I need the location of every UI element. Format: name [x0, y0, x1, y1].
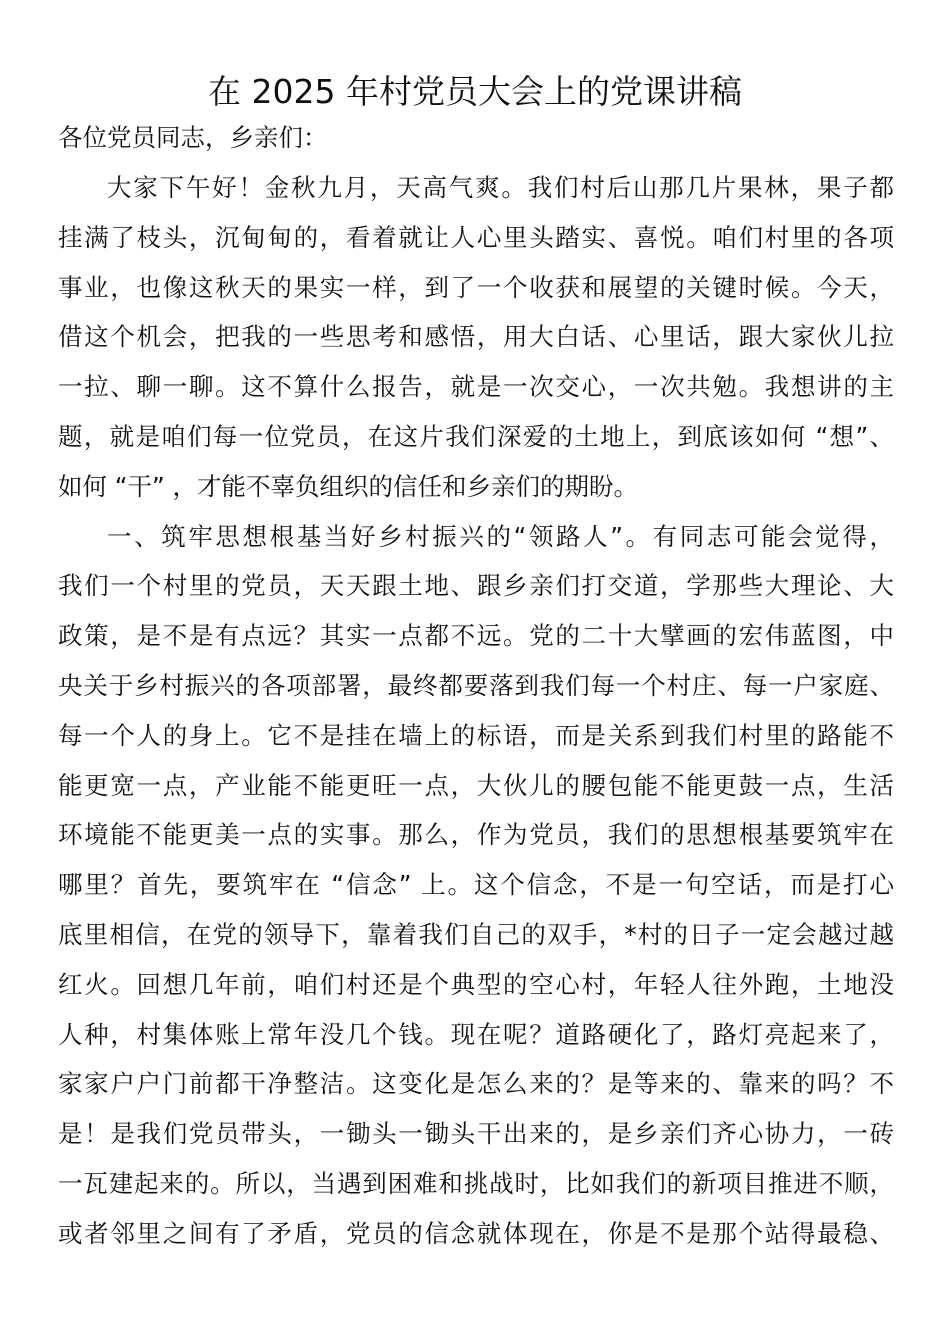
section-heading-line: 一、筑牢思想根基当好乡村振兴的“领路人”。有同志可能会觉得，: [107, 521, 894, 551]
text-line: 政策，是不是有点远？其实一点都不远。党的二十大擘画的宏伟蓝图，中: [58, 621, 894, 651]
text-line: 是！是我们党员带头，一锄头一锄头干出来的，是乡亲们齐心协力，一砖: [58, 1119, 894, 1149]
text-line: 能更宽一点，产业能不能更旺一点，大伙儿的腰包能不能更鼓一点，生活: [58, 770, 894, 800]
text-line: 红火。回想几年前，咱们村还是个典型的空心村，年轻人往外跑，土地没: [58, 969, 894, 999]
text-line: 央关于乡村振兴的各项部署，最终都要落到我们每一个村庄、每一户家庭、: [58, 670, 894, 700]
text-line: 家家户户门前都干净整洁。这变化是怎么来的？是等来的、靠来的吗？不: [58, 1069, 894, 1099]
document-title: 在 2025 年村党员大会上的党课讲稿: [208, 72, 742, 111]
body-text: [58, 168, 894, 1264]
text-line: 借这个机会，把我的一些思考和感悟，用大白话、心里话，跟大家伙儿拉: [58, 322, 894, 352]
text-line: 大家下午好！金秋九月，天高气爽。我们村后山那几片果林，果子都: [107, 173, 894, 202]
text-line: 底里相信，在党的领导下，靠着我们自己的双手，*村的日子一定会越过越: [58, 919, 894, 949]
text-line: 事业，也像这秋天的果实一样，到了一个收获和展望的关键时候。今天，: [58, 272, 894, 302]
text-line: 每一个人的身上。它不是挂在墙上的标语，而是关系到我们村里的路能不: [58, 720, 894, 750]
text-line: 环境能不能更美一点的实事。那么，作为党员，我们的思想根基要筑牢在: [58, 820, 894, 850]
text-line: 挂满了枝头，沉甸甸的，看着就让人心里头踏实、喜悦。咱们村里的各项: [58, 222, 894, 252]
text-line: 题，就是咱们每一位党员，在这片我们深爱的土地上，到底该如何 “想”、: [58, 421, 894, 451]
text-line: 我们一个村里的党员，天天跟土地、跟乡亲们打交道，学那些大理论、大: [58, 571, 894, 601]
text-line: 如何 “干” ，才能不辜负组织的信任和乡亲们的期盼。: [58, 471, 638, 501]
text-line: 或者邻里之间有了矛盾，党员的信念就体现在，你是不是那个站得最稳、: [58, 1218, 894, 1248]
text-line: 一瓦建起来的。所以，当遇到困难和挑战时，比如我们的新项目推进不顺，: [58, 1168, 894, 1198]
text-line: 哪里？首先，要筑牢在 “信念” 上。这个信念，不是一句空话，而是打心: [58, 870, 894, 900]
greeting-line: 各位党员同志，乡亲们：: [58, 123, 328, 152]
text-line: 一拉、聊一聊。这不算什么报告，就是一次交心，一次共勉。我想讲的主: [58, 372, 894, 402]
text-line: 人种，村集体账上常年没几个钱。现在呢？道路硬化了，路灯亮起来了，: [58, 1019, 894, 1049]
